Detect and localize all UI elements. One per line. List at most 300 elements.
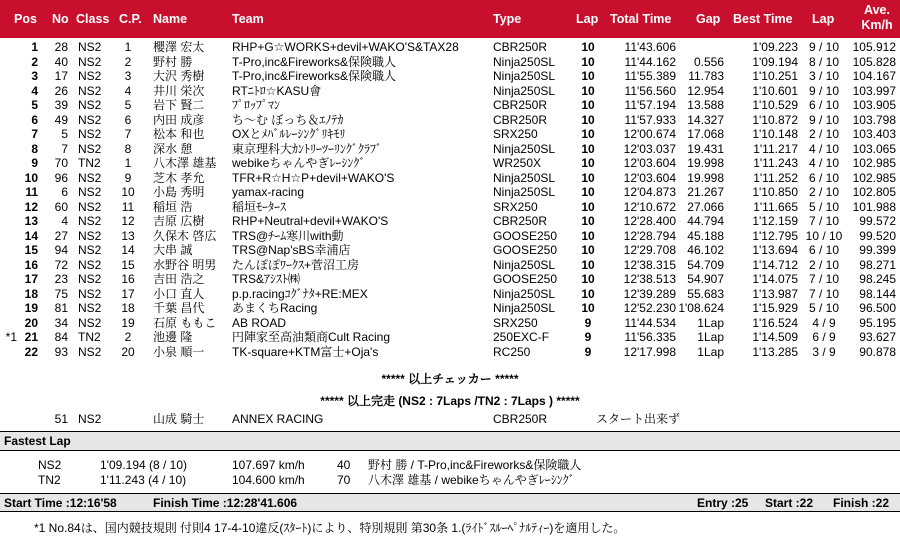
rider-name: 櫻澤 宏太 <box>153 40 205 54</box>
position: 16 <box>24 257 38 272</box>
average-speed: 98.144 <box>859 286 896 301</box>
best-time: 1'10.601 <box>752 83 798 98</box>
dns-team: ANNEX RACING <box>232 412 324 426</box>
class: NS2 <box>78 112 102 127</box>
average-speed: 99.399 <box>859 243 896 257</box>
best-lap: 6 / 10 <box>808 243 840 257</box>
total-time: 12'00.674 <box>623 127 676 141</box>
machine-type: 250EXC-F <box>493 330 550 344</box>
best-lap: 5 / 10 <box>808 199 840 214</box>
class-position: 13 <box>121 228 135 243</box>
class-position: 14 <box>121 243 135 257</box>
team-name: webikeちゃんやぎﾚｰｼﾝｸﾞ <box>232 156 366 170</box>
laps: 10 <box>581 83 595 98</box>
best-time: 1'13.694 <box>752 243 798 257</box>
dns-row <box>0 412 900 427</box>
col-gap: Gap <box>696 12 721 26</box>
col-name: Name <box>153 12 188 26</box>
finish-count: Finish :22 <box>833 496 890 510</box>
machine-type: Ninja250SL <box>493 83 556 98</box>
race-number: 34 <box>54 315 68 330</box>
finish-summary: ***** 以上完走 (NS2 : 7Laps /TN2 : 7Laps ) ***** <box>320 394 580 408</box>
finish-time: Finish Time :12:28'41.606 <box>153 496 298 510</box>
laps: 10 <box>581 170 595 185</box>
result-row <box>0 142 900 157</box>
start-time: Start Time :12:16'58 <box>4 496 117 510</box>
best-lap: 4 / 9 <box>812 315 836 330</box>
class: NS2 <box>78 98 102 112</box>
machine-type: GOOSE250 <box>493 272 558 286</box>
rider-name: 大串 誠 <box>153 243 193 257</box>
best-lap: 9 / 10 <box>808 112 840 127</box>
position: 4 <box>31 83 38 98</box>
gap: 0.556 <box>693 54 724 69</box>
result-row <box>0 200 900 215</box>
col-pos: Pos <box>14 12 37 26</box>
team-name: T-Pro,inc&Fireworks&保険職人 <box>232 69 397 83</box>
race-number: 7 <box>61 141 68 156</box>
race-number: 75 <box>54 286 68 301</box>
class-position: 6 <box>124 112 132 127</box>
position: 5 <box>31 98 38 112</box>
total-time: 11'43.606 <box>624 40 676 54</box>
result-row <box>0 316 900 331</box>
class-position: 12 <box>121 214 135 228</box>
average-speed: 103.798 <box>852 112 896 127</box>
total-time: 12'04.873 <box>623 185 676 199</box>
race-number: 60 <box>54 199 68 214</box>
team-name: TRS@Nap'sBS幸浦店 <box>232 243 351 257</box>
team-name: OXとﾒﾊﾞﾙﾚｰｼﾝｸﾞﾘｷﾓﾘ <box>232 127 346 141</box>
machine-type: CBR250R <box>493 214 548 228</box>
average-speed: 103.905 <box>852 98 896 112</box>
fl-time: 1'11.243 (4 / 10) <box>100 473 187 487</box>
position: 12 <box>24 199 38 214</box>
team-name: ﾌﾟﾛｯﾌﾟﾏﾝ <box>232 98 281 112</box>
penalty-mark: *1 <box>5 330 17 344</box>
machine-type: CBR250R <box>493 112 548 127</box>
machine-type: GOOSE250 <box>493 228 558 243</box>
laps: 10 <box>581 243 595 257</box>
race-number: 70 <box>54 156 68 170</box>
race-number: 94 <box>54 243 68 257</box>
col-average-speed: Ave. Km/h <box>861 3 893 32</box>
laps: 10 <box>581 40 595 54</box>
position: 15 <box>24 243 38 257</box>
class: NS2 <box>78 69 102 83</box>
rider-name: 芝木 孝允 <box>153 170 205 185</box>
best-lap: 7 / 10 <box>808 286 840 301</box>
machine-type: Ninja250SL <box>493 286 556 301</box>
penalty-note: *1 No.84は、国内競技規則 付則4 17-4-10違反(ｽﾀｰﾄ)により、特別規則 第30条 1.(ﾗｲﾄﾞｽﾙｰﾍﾟﾅﾙﾃｨｰ)を適用した。 <box>34 521 626 535</box>
best-time: 1'14.075 <box>752 272 798 286</box>
best-lap: 6 / 10 <box>808 98 840 112</box>
rider-name: 小口 直人 <box>153 286 205 301</box>
average-speed: 101.988 <box>852 199 896 214</box>
class-position: 11 <box>121 199 135 214</box>
position: 1 <box>31 40 38 54</box>
class: NS2 <box>78 54 102 69</box>
gap: 55.683 <box>687 286 724 301</box>
team-name: TFR+R☆H☆P+devil+WAKO'S <box>232 170 395 185</box>
machine-type: GOOSE250 <box>493 243 558 257</box>
rider-name: 松本 和也 <box>153 127 205 141</box>
best-lap: 3 / 9 <box>812 344 836 359</box>
class: NS2 <box>78 185 102 199</box>
average-speed: 93.627 <box>859 330 896 344</box>
results-header <box>0 0 900 38</box>
rider-name: 稲垣 浩 <box>153 199 193 214</box>
result-row <box>0 272 900 287</box>
best-lap: 7 / 10 <box>808 214 840 228</box>
checker-line: ***** 以上チェッカー ***** <box>381 372 519 386</box>
total-time: 12'17.998 <box>623 344 676 359</box>
position: 22 <box>24 344 38 359</box>
gap: 11.783 <box>688 69 724 83</box>
best-time: 1'10.251 <box>752 69 798 83</box>
fl-no: 70 <box>337 473 351 487</box>
laps: 10 <box>581 301 595 315</box>
fl-speed: 107.697 km/h <box>232 458 305 472</box>
team-name: AB ROAD <box>232 315 287 330</box>
dns-name: 山成 騎士 <box>153 412 205 426</box>
best-lap: 2 / 10 <box>808 257 840 272</box>
race-number: 23 <box>54 272 68 286</box>
laps: 10 <box>581 185 595 199</box>
fastest-lap-row <box>0 473 900 488</box>
col-no: No <box>52 12 69 26</box>
class-position: 17 <box>121 286 135 301</box>
class-position: 8 <box>124 141 132 156</box>
class-position: 10 <box>121 185 135 199</box>
class-position: 9 <box>124 170 132 185</box>
average-speed: 102.805 <box>852 185 896 199</box>
result-row <box>0 98 900 113</box>
class: NS2 <box>78 40 102 54</box>
laps: 10 <box>581 127 595 141</box>
fastest-lap-row <box>0 458 900 473</box>
gap: 12.954 <box>687 83 724 98</box>
laps: 10 <box>581 228 595 243</box>
result-row <box>0 185 900 200</box>
position: 2 <box>31 54 38 69</box>
col-total-time: Total Time <box>610 12 672 26</box>
laps: 10 <box>581 257 595 272</box>
result-row <box>0 40 900 55</box>
average-speed: 99.572 <box>859 214 896 228</box>
rider-name: 岩下 賢二 <box>153 98 205 112</box>
position: 17 <box>24 272 38 286</box>
rider-name: 内田 成彦 <box>153 112 205 127</box>
average-speed: 103.997 <box>852 83 896 98</box>
timing-summary-band <box>0 494 900 511</box>
result-row <box>0 287 900 302</box>
total-time: 12'03.037 <box>623 141 676 156</box>
result-row <box>0 69 900 84</box>
start-count: Start :22 <box>765 496 814 510</box>
race-number: 72 <box>54 257 68 272</box>
best-time: 1'10.148 <box>752 127 798 141</box>
gap: 27.066 <box>687 199 724 214</box>
machine-type: WR250X <box>493 156 542 170</box>
machine-type: Ninja250SL <box>493 301 556 315</box>
best-time: 1'12.795 <box>752 228 798 243</box>
best-lap: 2 / 10 <box>808 127 840 141</box>
gap: 54.709 <box>687 257 724 272</box>
class: NS2 <box>78 301 102 315</box>
gap: 1Lap <box>697 330 724 344</box>
position: 19 <box>24 301 38 315</box>
best-lap: 3 / 10 <box>808 69 840 83</box>
best-time: 1'10.529 <box>752 98 798 112</box>
dns-status: スタート出来ず <box>596 412 681 426</box>
class: NS2 <box>78 199 102 214</box>
fl-rider: 野村 勝 / T-Pro,inc&Fireworks&保険職人 <box>368 458 582 472</box>
average-speed: 90.878 <box>859 344 896 359</box>
col-type: Type <box>493 12 522 26</box>
average-speed: 96.500 <box>859 301 896 315</box>
position: 21 <box>24 330 38 344</box>
total-time: 12'28.794 <box>623 228 676 243</box>
total-time: 11'56.335 <box>624 330 676 344</box>
position: 10 <box>24 170 38 185</box>
machine-type: CBR250R <box>493 40 548 54</box>
position: 11 <box>25 185 38 199</box>
class: NS2 <box>78 141 102 156</box>
gap: 54.907 <box>687 272 724 286</box>
position: 9 <box>31 156 38 170</box>
class: TN2 <box>78 156 101 170</box>
rider-name: 井川 栄次 <box>153 83 205 98</box>
result-row <box>0 127 900 142</box>
col-best-time: Best Time <box>733 12 793 26</box>
rider-name: 水野谷 明男 <box>153 257 217 272</box>
race-number: 27 <box>54 228 68 243</box>
machine-type: Ninja250SL <box>493 141 556 156</box>
race-number: 93 <box>54 344 68 359</box>
team-name: RHP+Neutral+devil+WAKO'S <box>232 214 389 228</box>
col-best-lap: Lap <box>812 12 835 26</box>
race-number: 49 <box>54 112 68 127</box>
total-time: 11'57.194 <box>624 98 676 112</box>
machine-type: SRX250 <box>493 199 538 214</box>
average-speed: 103.403 <box>852 127 896 141</box>
best-time: 1'09.223 <box>752 40 798 54</box>
fl-class: NS2 <box>38 458 62 472</box>
laps: 10 <box>581 98 595 112</box>
machine-type: Ninja250SL <box>493 185 556 199</box>
total-time: 12'28.400 <box>623 214 676 228</box>
class: NS2 <box>78 286 102 301</box>
machine-type: SRX250 <box>493 315 538 330</box>
team-name: TRS&ｱｼｽﾄ㈱ <box>232 272 301 286</box>
total-time: 11'57.933 <box>624 112 676 127</box>
class-position: 16 <box>121 272 135 286</box>
total-time: 11'55.389 <box>624 69 676 83</box>
race-number: 96 <box>54 170 68 185</box>
gap: 14.327 <box>687 112 724 127</box>
rider-name: 八木澤 雄基 <box>153 156 217 170</box>
team-name: あまくちRacing <box>232 301 318 315</box>
best-lap: 9 / 10 <box>808 83 840 98</box>
best-time: 1'13.285 <box>752 344 798 359</box>
class-position: 15 <box>121 257 135 272</box>
best-time: 1'10.872 <box>752 112 798 127</box>
gap: 21.267 <box>687 185 724 199</box>
best-time: 1'15.929 <box>752 301 798 315</box>
race-number: 4 <box>61 214 68 228</box>
best-time: 1'16.524 <box>752 315 798 330</box>
laps: 10 <box>581 199 595 214</box>
laps: 10 <box>581 156 595 170</box>
class: NS2 <box>78 83 102 98</box>
result-row <box>0 55 900 70</box>
class-position: 2 <box>124 330 132 344</box>
gap: 19.998 <box>687 156 724 170</box>
team-name: p.p.racingｺｸﾞﾅﾀ+RE:MEX <box>232 286 368 301</box>
class-position: 18 <box>121 301 135 315</box>
divider <box>0 511 900 512</box>
average-speed: 99.520 <box>859 228 896 243</box>
class: TN2 <box>78 330 101 344</box>
class-position: 19 <box>121 315 135 330</box>
best-lap: 6 / 9 <box>812 330 836 344</box>
machine-type: RC250 <box>493 344 531 359</box>
race-number: 17 <box>54 69 68 83</box>
result-row <box>0 301 900 316</box>
class-position: 1 <box>124 40 132 54</box>
rider-name: 小泉 順一 <box>153 344 205 359</box>
position: 18 <box>24 286 38 301</box>
gap: 19.431 <box>687 141 724 156</box>
race-number: 5 <box>61 127 68 141</box>
position: 7 <box>31 127 38 141</box>
rider-name: 久保木 啓広 <box>153 228 217 243</box>
class-position: 2 <box>124 54 132 69</box>
machine-type: Ninja250SL <box>493 257 556 272</box>
rider-name: 吉原 広樹 <box>153 214 205 228</box>
laps: 10 <box>581 214 595 228</box>
class-position: 1 <box>124 156 132 170</box>
gap: 1Lap <box>697 344 724 359</box>
total-time: 11'44.534 <box>624 315 676 330</box>
total-time: 12'03.604 <box>623 170 676 185</box>
laps: 10 <box>581 272 595 286</box>
machine-type: Ninja250SL <box>493 54 556 69</box>
fl-time: 1'09.194 (8 / 10) <box>100 458 188 472</box>
rider-name: 石原 ももこ <box>153 315 217 330</box>
average-speed: 98.245 <box>859 272 896 286</box>
team-name: ち～む ぼっち＆ｴﾉﾃｶ <box>232 112 344 127</box>
position: 20 <box>24 315 38 330</box>
class: NS2 <box>78 272 102 286</box>
best-time: 1'13.987 <box>752 286 798 301</box>
result-row <box>0 156 900 171</box>
gap: 46.102 <box>687 243 724 257</box>
best-time: 1'11.252 <box>753 170 798 185</box>
laps: 10 <box>581 112 595 127</box>
laps: 9 <box>584 330 592 344</box>
position: 13 <box>24 214 38 228</box>
average-speed: 102.985 <box>852 170 896 185</box>
total-time: 12'03.604 <box>623 156 676 170</box>
machine-type: Ninja250SL <box>493 69 556 83</box>
total-time: 12'38.315 <box>623 257 676 272</box>
class: NS2 <box>78 344 102 359</box>
best-time: 1'12.159 <box>752 214 798 228</box>
total-time: 12'29.708 <box>623 243 676 257</box>
col-team: Team <box>232 12 264 26</box>
total-time: 12'52.230 <box>623 301 676 315</box>
total-time: 12'10.672 <box>623 199 676 214</box>
team-name: TK-square+KTM富士+Oja's <box>232 344 379 359</box>
best-lap: 9 / 10 <box>808 40 840 54</box>
class: NS2 <box>78 127 102 141</box>
class: NS2 <box>78 315 102 330</box>
race-number: 84 <box>54 330 68 344</box>
laps: 10 <box>581 69 595 83</box>
race-number: 28 <box>54 40 68 54</box>
best-lap: 4 / 10 <box>808 141 840 156</box>
team-name: RHP+G☆WORKS+devil+WAKO'S&TAX28 <box>232 40 459 54</box>
gap: 44.794 <box>687 214 724 228</box>
team-name: RTﾆﾄﾛ☆KASU會 <box>232 83 322 98</box>
race-number: 26 <box>54 83 68 98</box>
best-time: 1'14.509 <box>752 330 798 344</box>
result-row <box>0 113 900 128</box>
result-row <box>0 84 900 99</box>
team-name: 稲垣ﾓｰﾀｰｽ <box>232 199 287 214</box>
race-number: 81 <box>54 301 68 315</box>
total-time: 12'39.289 <box>623 286 676 301</box>
average-speed: 102.985 <box>852 156 896 170</box>
best-lap: 7 / 10 <box>808 272 840 286</box>
best-time: 1'09.194 <box>752 54 798 69</box>
race-number: 39 <box>54 98 68 112</box>
fl-speed: 104.600 km/h <box>232 473 305 487</box>
laps: 9 <box>584 344 592 359</box>
best-time: 1'11.243 <box>753 156 798 170</box>
best-time: 1'14.712 <box>752 257 798 272</box>
average-speed: 104.167 <box>852 69 896 83</box>
position: 3 <box>31 69 38 83</box>
laps: 10 <box>581 141 595 156</box>
entry-count: Entry :25 <box>697 496 749 510</box>
result-row <box>0 243 900 258</box>
col-cp: C.P. <box>119 12 142 26</box>
race-number: 40 <box>54 54 68 69</box>
team-name: たんぽぽﾜｰｸｽ+菅沼工房 <box>232 257 360 272</box>
best-time: 1'11.217 <box>753 141 798 156</box>
position: 14 <box>24 228 38 243</box>
average-speed: 105.828 <box>852 54 896 69</box>
dns-no: 51 <box>54 412 68 426</box>
fastest-lap-band <box>0 432 900 450</box>
fl-rider: 八木澤 雄基 / webikeちゃんやぎﾚｰｼﾝｸﾞ <box>368 473 575 487</box>
best-time: 1'10.850 <box>752 185 798 199</box>
machine-type: CBR250R <box>493 98 548 112</box>
gap: 1'08.624 <box>678 301 724 315</box>
best-lap: 2 / 10 <box>808 185 840 199</box>
best-lap: 8 / 10 <box>808 54 840 69</box>
class-position: 5 <box>124 98 132 112</box>
class: NS2 <box>78 214 102 228</box>
result-row <box>0 258 900 273</box>
gap: 19.998 <box>687 170 724 185</box>
rider-name: 小島 秀明 <box>153 185 205 199</box>
fastest-lap-title: Fastest Lap <box>4 434 71 448</box>
best-lap: 4 / 10 <box>808 156 840 170</box>
